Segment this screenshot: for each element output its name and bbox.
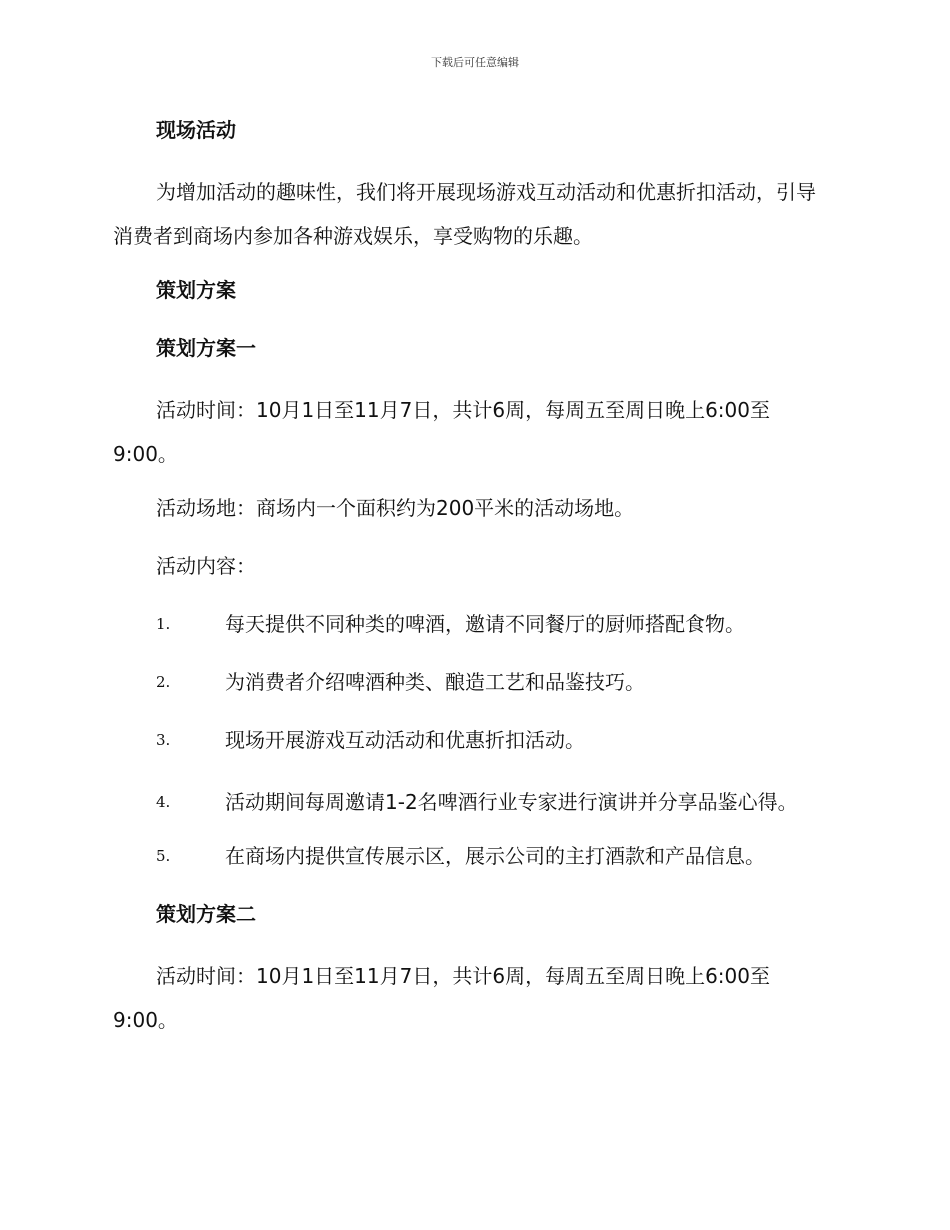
- plan1-time: 活动时间：10月1日至11月7日，共计6周，每周五至周日晚上6:00至9:00。: [113, 398, 770, 466]
- header-note: 下载后可任意编辑: [431, 56, 519, 69]
- list-number: 3.: [156, 731, 171, 749]
- list-item: [113, 780, 833, 824]
- section-heading-plan2: 策划方案二: [156, 902, 256, 926]
- list-number: 4.: [156, 793, 171, 811]
- section-heading-plan: 策划方案: [156, 278, 236, 302]
- onsite-paragraph: 为增加活动的趣味性，我们将开展现场游戏互动活动和优惠折扣活动，引导消费者到商场内参加各种游戏娱乐，享受购物的乐趣。: [113, 180, 816, 248]
- list-number: 5.: [156, 847, 171, 865]
- section-heading-plan1: 策划方案一: [156, 336, 256, 360]
- list-text: 现场开展游戏互动活动和优惠折扣活动。: [225, 728, 585, 752]
- list-item: [113, 838, 833, 874]
- list-text: 在商场内提供宣传展示区，展示公司的主打酒款和产品信息。: [225, 844, 765, 868]
- plan1-venue: 活动场地：商场内一个面积约为200平米的活动场地。: [156, 496, 635, 520]
- list-text: 活动期间每周邀请1-2名啤酒行业专家进行演讲并分享品鉴心得。: [225, 790, 798, 814]
- plan1-content-label: 活动内容：: [156, 554, 256, 578]
- list-item: [113, 722, 833, 758]
- list-item: [113, 606, 833, 642]
- list-number: 1.: [156, 615, 171, 633]
- list-text: 为消费者介绍啤酒种类、酿造工艺和品鉴技巧。: [225, 670, 645, 694]
- list-item: [113, 664, 833, 700]
- plan2-time: 活动时间：10月1日至11月7日，共计6周，每周五至周日晚上6:00至9:00。: [113, 964, 770, 1032]
- list-number: 2.: [156, 673, 171, 691]
- document-body: [113, 112, 833, 1056]
- section-heading-onsite: 现场活动: [156, 118, 236, 142]
- list-text: 每天提供不同种类的啤酒，邀请不同餐厅的厨师搭配食物。: [225, 612, 745, 636]
